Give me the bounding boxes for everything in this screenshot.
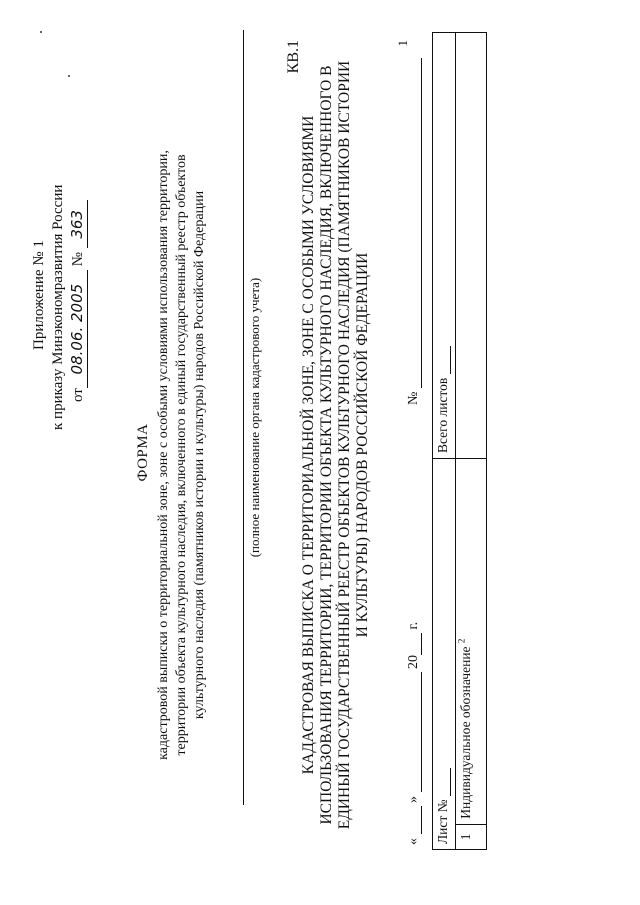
- year-prefix: 20: [406, 655, 421, 669]
- appendix-date-line: [68, 70, 88, 430]
- main-title: КАДАСТРОВАЯ ВЫПИСКА О ТЕРРИТОРИАЛЬНОЙ ЗОНЕ, ЗОНЕ С ОСОБЫМИ УСЛОВИЯМИ ИСПОЛЬЗОВАНИЯ ТЕРРИТОРИИ, ТЕРРИТОРИИ ОБЪЕКТА КУЛЬТУРНОГО НАСЛЕДИЯ, ВКЛЮЧЕННОГО В ЕДИНЫЙ ГОСУДАРСТВЕННЫЙ РЕЕСТР ОБЪЕКТОВ КУЛЬТУРНОГО НАСЛЕДИЯ (ПАМЯТНИКОВ ИСТОРИИ И КУЛЬТУРЫ) НАРОДОВ РОССИЙСКОЙ ФЕДЕРАЦИИ: [300, 60, 371, 830]
- total-sheets-label: Всего листов: [435, 377, 450, 453]
- number-blank[interactable]: [407, 58, 422, 388]
- sheet-number-blank[interactable]: [438, 768, 451, 796]
- number-sign: №: [406, 391, 421, 405]
- open-quote: «: [406, 838, 421, 845]
- year-suffix: г.: [406, 621, 421, 630]
- handwritten-number: 363: [68, 200, 88, 248]
- org-name-caption: (полное наименование органа кадастрового учета): [247, 277, 262, 558]
- number-prefix: №: [70, 252, 86, 267]
- form-description: кадастровой выписки о территориальной зоне, зоне с особыми условиями использования территории, территории объекта культурного наследия, включенного в единый государственный реестр объектов культурного наследия (памятников истории и культуры) народов Российской Федерации: [156, 150, 207, 760]
- appendix-title: Приложение № 1: [31, 240, 47, 350]
- date-row: [406, 622, 422, 845]
- table-header-row: [433, 33, 456, 850]
- sheet-table: [432, 32, 487, 850]
- row-number: 1: [456, 824, 487, 849]
- appendix-block: [30, 70, 88, 430]
- day-blank[interactable]: [407, 807, 422, 835]
- form-title: ФОРМА: [135, 423, 151, 482]
- row-value-cell[interactable]: [456, 33, 487, 459]
- close-quote: »: [406, 796, 421, 803]
- scan-speck: [40, 31, 42, 33]
- year-blank[interactable]: [407, 633, 422, 655]
- handwritten-date: 08.06. 2005: [68, 270, 88, 388]
- appendix-order-ref: к приказу Минэкономразвития России: [50, 184, 66, 430]
- form-code: КВ.1: [285, 40, 302, 74]
- total-sheets-blank[interactable]: [438, 346, 451, 374]
- page-number: 1: [395, 40, 410, 47]
- date-prefix: от: [70, 388, 86, 402]
- number-row: [406, 58, 422, 405]
- table-row: [456, 33, 487, 850]
- row-label: Индивидуальное обозначение: [458, 646, 473, 819]
- month-blank[interactable]: [407, 673, 422, 793]
- sheet-number-label: Лист №: [435, 799, 450, 844]
- total-sheets-cell: [433, 33, 456, 459]
- row-footnote-mark: 2: [456, 638, 467, 644]
- org-name-line: [243, 30, 244, 805]
- row-label-cell: [456, 459, 487, 825]
- sheet-number-cell: [433, 459, 456, 850]
